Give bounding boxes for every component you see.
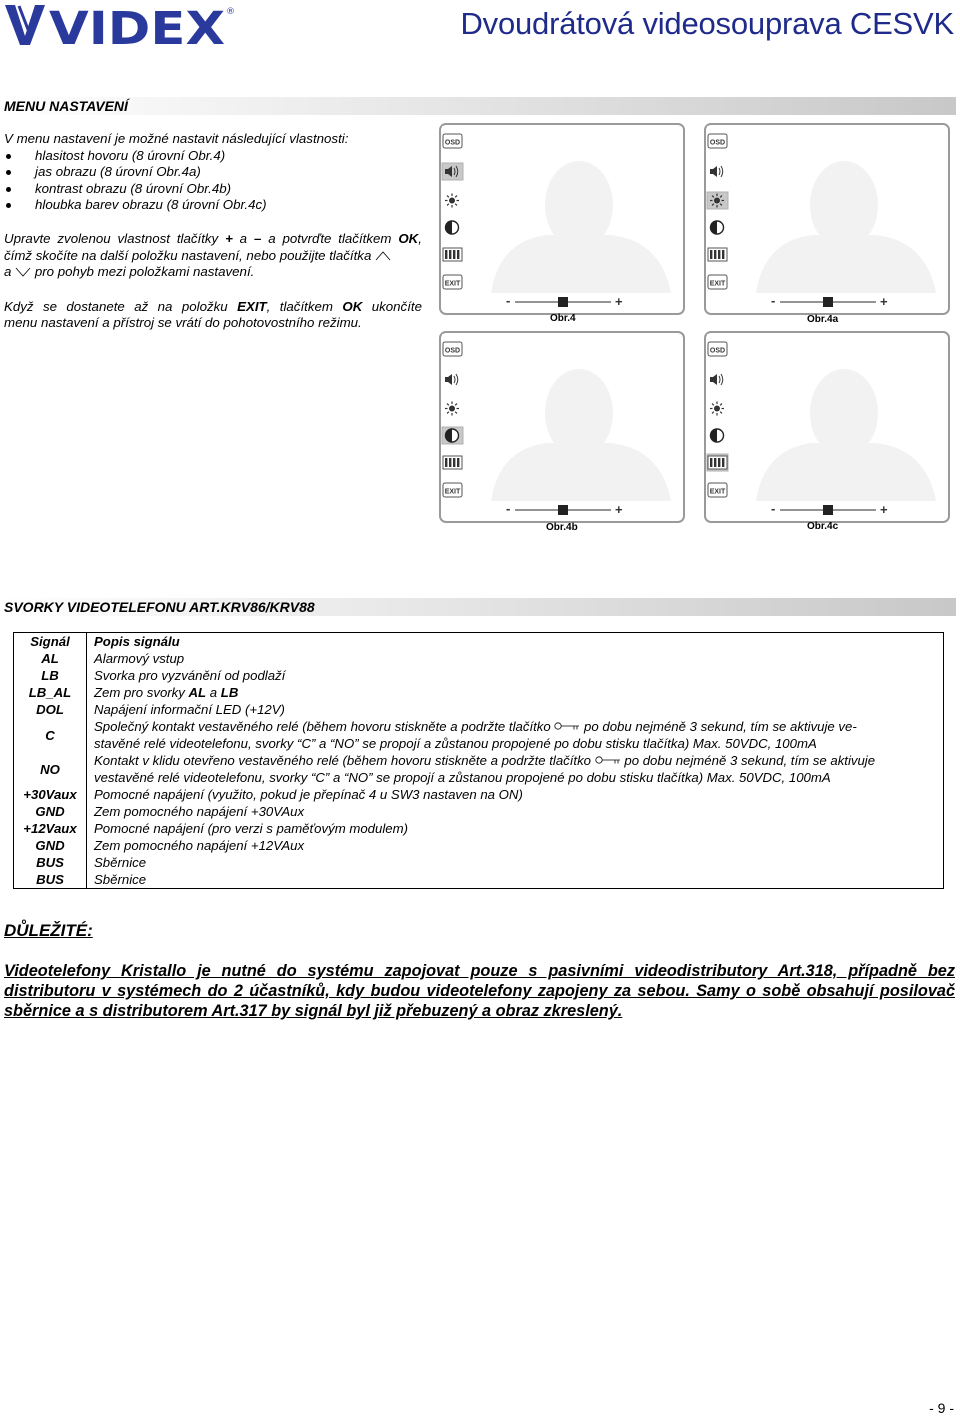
volume-icon (442, 371, 463, 388)
table-row (14, 684, 944, 701)
svg-text:OSD: OSD (709, 139, 726, 147)
svg-text:EXIT: EXIT (709, 280, 726, 288)
exit-icon (707, 482, 728, 499)
description-cell: Pomocné napájení (využito, pokud je přepínač 4 u SW3 nastaven na ON) (94, 787, 523, 802)
instruction-text: , (418, 230, 422, 246)
slider-plus-label: + (880, 294, 888, 309)
description-cell: Alarmový vstup (94, 651, 185, 666)
menu-section-heading: MENU NASTAVENÍ (4, 98, 128, 114)
svg-text:EXIT: EXIT (444, 280, 461, 288)
signal-cell: GND (14, 837, 87, 854)
instruction-text: Když se dostanete až na položku (4, 298, 238, 314)
signal-cell: +12Vaux (14, 820, 87, 837)
list-item: jas obrazu (8 úrovní Obr.4a) (4, 164, 422, 181)
adjust-instructions (4, 231, 422, 281)
description-cell (87, 718, 944, 752)
table-row (14, 701, 944, 718)
signal-cell: NO (14, 752, 87, 786)
signal-cell: BUS (14, 854, 87, 871)
exit-icon (707, 274, 728, 291)
instruction-text: menu nastavení a přístroj se vrátí do pohotovostního režimu. (4, 315, 362, 331)
slider-plus-label: + (615, 502, 623, 517)
description-text: stavěné relé videotelefonu, svorky “C” a “NO” se propojí a zůstanou propojené po dobu stisku tlačítka) Max. 50VDC, 100mA (94, 736, 817, 751)
important-heading: DŮLEŽITÉ: (4, 921, 93, 940)
plus-key-label: + (225, 230, 233, 246)
color-icon (707, 454, 728, 471)
brightness-icon (442, 400, 463, 417)
description-text: po dobu nejméně 3 sekund, tím se aktivuje (624, 753, 876, 768)
svg-text:EXIT: EXIT (444, 488, 461, 496)
ok-key-label: OK (398, 230, 419, 246)
figure-label: Obr.4c (807, 521, 839, 532)
logo-wordmark: VIDEX (49, 2, 225, 48)
important-note: Videotelefony Kristallo je nutné do systému zapojovat pouze s pasivními videodistributory Art.318, případně bez distributoru v systémech do 2 účastníků, kdy budou videotelefony zapojeny za sebou. Samy o sobě obsahují posilovač sběrnice a s distributorem Art.317 by signál byl již přebuzený a obraz zkreslený. (4, 962, 955, 1020)
volume-icon (707, 163, 728, 180)
videx-logo (5, 2, 237, 48)
slider-plus-label: + (880, 502, 888, 517)
table-row (14, 752, 944, 786)
terminal-signal-table (13, 632, 944, 889)
figure-volume-screen (439, 123, 685, 315)
description-cell: Napájení informační LED (+12V) (94, 702, 285, 717)
instruction-text: ukončíte (362, 298, 422, 314)
document-title: Dvoudrátová videosouprava CESVK (460, 6, 954, 41)
signal-cell: +30Vaux (14, 786, 87, 803)
description-cell: Svorka pro vyzvánění od podlaží (94, 668, 286, 683)
description-cell: Sběrnice (94, 872, 147, 887)
column-header-description: Popis signálu (94, 634, 180, 649)
level-slider (442, 293, 682, 310)
exit-key-label: EXIT (237, 298, 267, 314)
svg-text:OSD: OSD (709, 347, 726, 355)
figure-color-screen (704, 331, 950, 523)
menu-description (4, 131, 422, 332)
chevron-up-icon (375, 251, 391, 261)
signal-cell: LB (14, 667, 87, 684)
ok-key-label: OK (342, 298, 363, 314)
instruction-text: , tlačítkem (266, 298, 343, 314)
contrast-icon (707, 427, 728, 444)
contrast-icon (442, 427, 463, 444)
description-cell (87, 752, 944, 786)
description-cell: Zem pomocného napájení +30VAux (94, 804, 305, 819)
table-row (14, 718, 944, 752)
figure-label: Obr.4a (807, 314, 839, 325)
description-text: a (206, 685, 221, 700)
level-slider (442, 501, 682, 518)
svg-text:OSD: OSD (444, 347, 461, 355)
exit-icon (442, 482, 463, 499)
logo-registered-mark: ® (226, 7, 235, 17)
chevron-down-icon (15, 267, 31, 277)
terminals-section-heading: SVORKY VIDEOTELEFONU ART.KRV86/KRV88 (4, 599, 315, 615)
osd-icon (707, 341, 728, 358)
instruction-text: a (4, 264, 12, 280)
signal-cell: BUS (14, 871, 87, 889)
monitor-screen (439, 123, 685, 315)
description-bold: AL (188, 685, 207, 700)
color-icon (707, 246, 728, 263)
menu-feature-list (4, 148, 422, 214)
door-key-icon (595, 755, 621, 765)
slider-minus-label: - (506, 501, 511, 516)
svg-text:OSD: OSD (444, 139, 461, 147)
svg-text:EXIT: EXIT (709, 488, 726, 496)
slider-plus-label: + (615, 294, 623, 309)
slider-minus-label: - (771, 293, 776, 308)
description-text: Zem pro svorky (94, 685, 189, 700)
table-row (14, 786, 944, 803)
description-cell (87, 684, 944, 701)
description-text: Kontakt v klidu otevřeno vestavěného relé (během hovoru stiskněte a podržte tlačítko (94, 753, 592, 768)
list-item: hlasitost hovoru (8 úrovní Obr.4) (4, 148, 422, 165)
signal-cell: AL (14, 650, 87, 667)
instruction-text: a (232, 230, 254, 246)
monitor-screen (704, 123, 950, 315)
signal-cell: DOL (14, 701, 87, 718)
slider-knob (823, 297, 833, 307)
slider-minus-label: - (506, 293, 511, 308)
volume-icon (442, 163, 463, 180)
signal-cell: C (14, 718, 87, 752)
figure-contrast-screen (439, 331, 685, 523)
slider-knob (558, 297, 568, 307)
level-slider (707, 501, 947, 518)
table-header-row (14, 633, 944, 651)
column-header-signal: Signál (14, 633, 87, 651)
instruction-text: pro pohyb mezi položkami nastavení. (34, 264, 255, 280)
section-bar-terminals (0, 598, 956, 616)
description-cell: Pomocné napájení (pro verzi s paměťovým modulem) (94, 821, 408, 836)
menu-intro: V menu nastavení je možné nastavit následující vlastnosti: (4, 131, 349, 146)
instruction-text: čímž skočíte na další položku nastavení, nebo použijte tlačítka (4, 247, 372, 263)
description-bold: LB (220, 685, 239, 700)
contrast-icon (442, 219, 463, 236)
table-row (14, 667, 944, 684)
slider-knob (823, 505, 833, 515)
description-text: Společný kontakt vestavěného relé (během hovoru stiskněte a podržte tlačítko (94, 719, 551, 734)
instruction-text: Upravte zvolenou vlastnost tlačítky (4, 230, 226, 246)
page-number: - 9 - (929, 1400, 954, 1416)
section-bar-menu (0, 97, 956, 115)
volume-icon (707, 371, 728, 388)
table-row (14, 854, 944, 871)
color-icon (442, 454, 463, 471)
instruction-text: a potvrďte tlačítkem (261, 230, 399, 246)
minus-key-label: – (253, 230, 262, 246)
table-row (14, 837, 944, 854)
signal-cell: LB_AL (14, 684, 87, 701)
figure-label: Obr.4 (550, 313, 576, 324)
figure-brightness-screen (704, 123, 950, 315)
list-item: hloubka barev obrazu (8 úrovní Obr.4c) (4, 197, 422, 214)
osd-icon (442, 341, 463, 358)
osd-icon (442, 133, 463, 150)
brightness-icon (707, 192, 728, 209)
brightness-icon (442, 192, 463, 209)
contrast-icon (707, 219, 728, 236)
description-cell: Sběrnice (94, 855, 147, 870)
color-icon (442, 246, 463, 263)
description-text: vestavěné relé videotelefonu, svorky “C” a “NO” se propojí a zůstanou propojené po dobu stisku tlačítka) Max. 50VDC, 100mA (94, 770, 831, 785)
exit-icon (442, 274, 463, 291)
osd-icon (707, 133, 728, 150)
door-key-icon (554, 721, 580, 731)
table-row (14, 820, 944, 837)
signal-cell: GND (14, 803, 87, 820)
brightness-icon (707, 400, 728, 417)
monitor-screen (704, 331, 950, 523)
level-slider (707, 293, 947, 310)
list-item: kontrast obrazu (8 úrovní Obr.4b) (4, 181, 422, 198)
slider-minus-label: - (771, 501, 776, 516)
table-row (14, 803, 944, 820)
figure-label: Obr.4b (546, 522, 578, 533)
monitor-screen (439, 331, 685, 523)
slider-knob (558, 505, 568, 515)
exit-instructions (4, 299, 422, 332)
table-row (14, 650, 944, 667)
description-text: po dobu nejméně 3 sekund, tím se aktivuje ve- (584, 719, 857, 734)
table-row (14, 871, 944, 889)
description-cell: Zem pomocného napájení +12VAux (94, 838, 305, 853)
